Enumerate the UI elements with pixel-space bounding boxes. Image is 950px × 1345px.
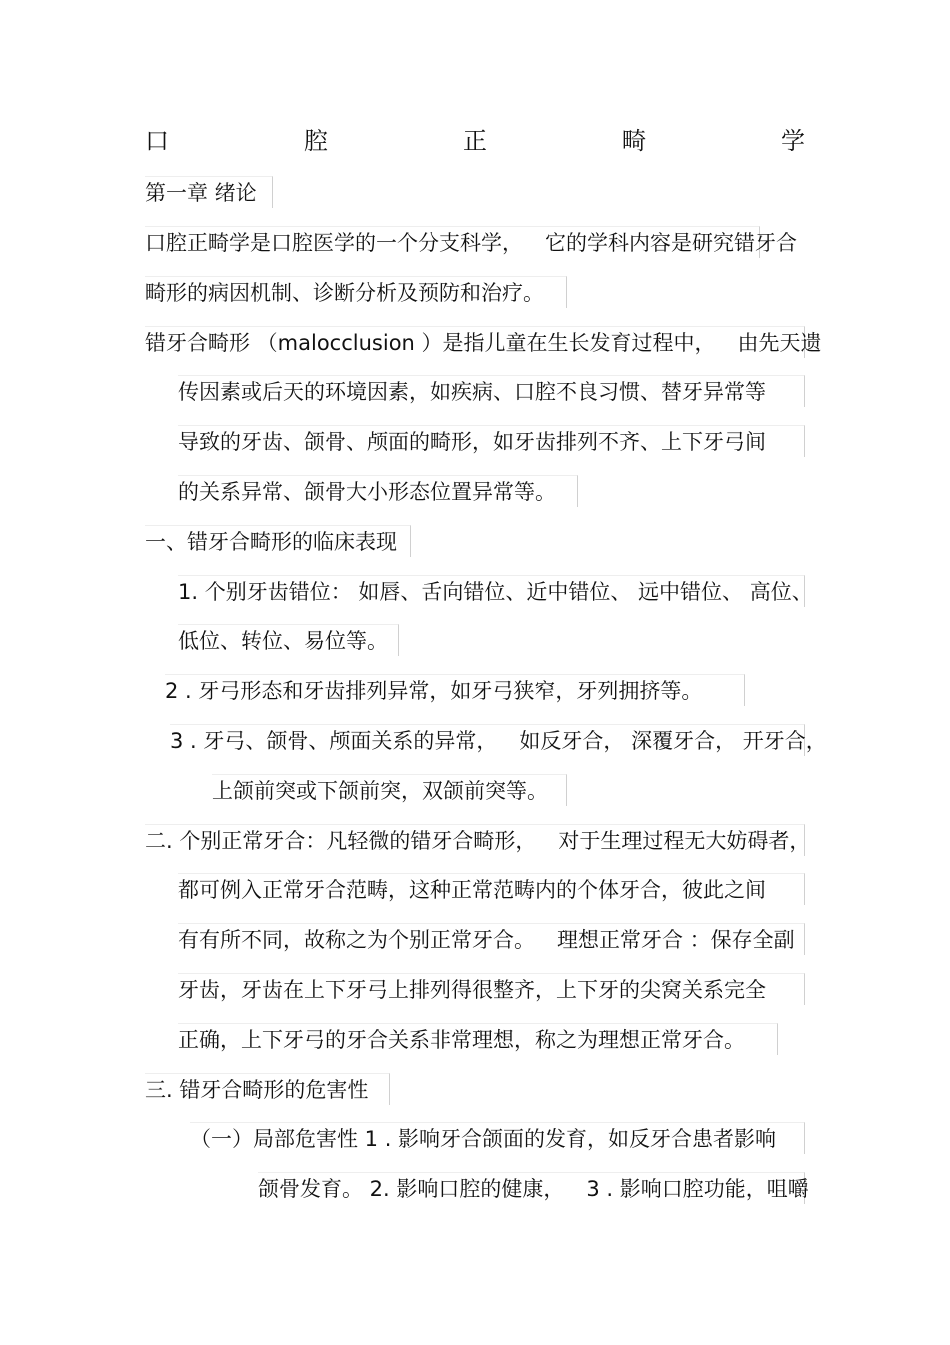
section-heading-1: 一、错牙合畸形的临床表现 bbox=[145, 525, 411, 557]
text-line-p2b: 传因素或后天的环境因素，如疾病、口腔不良习惯、替牙异常等 bbox=[178, 375, 805, 407]
title-char: 腔 bbox=[304, 127, 328, 155]
section-heading-2: 二. 个别正常牙合：凡轻微的错牙合畸形， 对于生理过程无大妨碍者， bbox=[145, 824, 805, 856]
list-item-3b: 上颌前突或下颌前突，双颌前突等。 bbox=[212, 774, 567, 806]
text-line-p2d: 的关系异常、颌骨大小形态位置异常等。 bbox=[178, 475, 578, 507]
list-item-3a: 3 . 牙弓、颌骨、颅面关系的异常， 如反牙合， 深覆牙合， 开牙合， bbox=[170, 724, 805, 756]
text-line-s2b: 都可例入正常牙合范畴，这种正常范畴内的个体牙合，彼此之间 bbox=[178, 873, 805, 905]
text-line-p2a: 错牙合畸形 （malocclusion ）是指儿童在生长发育过程中， 由先天遗 bbox=[145, 326, 805, 358]
text-line-s3b: 颌骨发育。 2. 影响口腔的健康， 3 . 影响口腔功能，咀嚼 bbox=[258, 1172, 805, 1204]
chapter-heading: 第一章 绪论 bbox=[145, 176, 273, 208]
title-char: 畸 bbox=[622, 127, 646, 155]
list-item-1a: 1. 个别牙齿错位： 如唇、舌向错位、近中错位、 远中错位、 高位、 bbox=[178, 575, 805, 607]
text-line-p2c: 导致的牙齿、颌骨、颅面的畸形，如牙齿排列不齐、上下牙弓间 bbox=[178, 425, 805, 457]
text-line-p1b: 畸形的病因机制、诊断分析及预防和治疗。 bbox=[145, 276, 567, 308]
document-title bbox=[145, 124, 805, 158]
section-heading-3: 三. 错牙合畸形的危害性 bbox=[145, 1073, 390, 1105]
text-line-p1a: 口腔正畸学是口腔医学的一个分支科学， 它的学科内容是研究错牙合 bbox=[145, 226, 760, 258]
title-char: 学 bbox=[781, 127, 805, 155]
title-char: 正 bbox=[463, 127, 487, 155]
list-item-2: 2 . 牙弓形态和牙齿排列异常，如牙弓狭窄，牙列拥挤等。 bbox=[165, 674, 745, 706]
list-item-1b: 低位、转位、易位等。 bbox=[178, 624, 399, 656]
text-line-s2c: 有有所不同，故称之为个别正常牙合。 理想正常牙合 ：保存全副 bbox=[178, 923, 805, 955]
text-line-s2d: 牙齿，牙齿在上下牙弓上排列得很整齐，上下牙的尖窝关系完全 bbox=[178, 973, 805, 1005]
title-char: 口 bbox=[145, 127, 169, 155]
text-line-s2e: 正确，上下牙弓的牙合关系非常理想，称之为理想正常牙合。 bbox=[178, 1023, 778, 1055]
text-line-s3a: （一）局部危害性 1 . 影响牙合颌面的发育，如反牙合患者影响 bbox=[190, 1122, 805, 1154]
